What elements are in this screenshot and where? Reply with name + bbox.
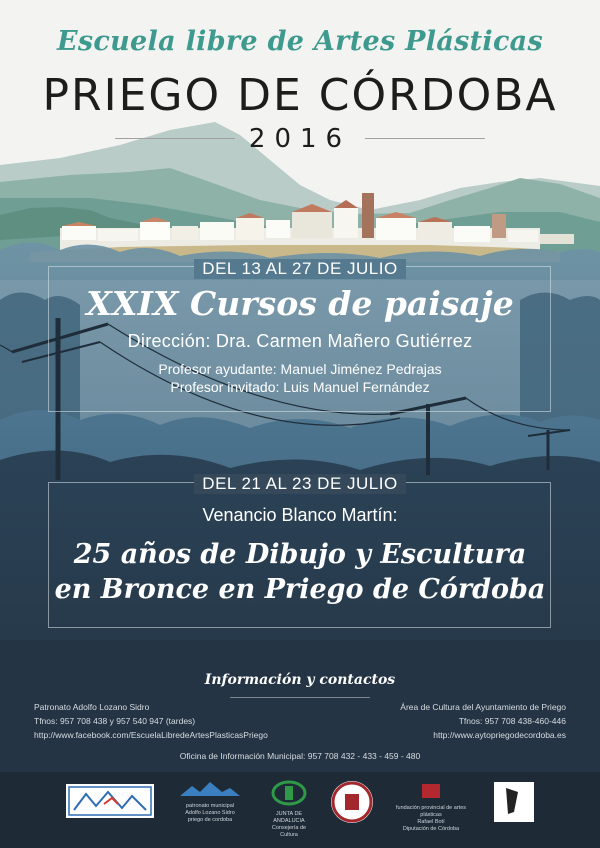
office-phones: Oficina de Información Municipal: 957 708 432 - 433 - 459 - 480: [179, 751, 421, 761]
info-heading: Información y contactos: [204, 672, 396, 688]
fundacion-line2: Rafael Botí: [417, 819, 445, 825]
contact-right-url[interactable]: http://www.aytopriegodecordoba.es: [433, 730, 566, 740]
patronato-logo: [178, 780, 242, 824]
course1-guest: Profesor invitado: Luis Manuel Fernández: [170, 379, 430, 395]
fundacion-emblem-icon: [394, 782, 468, 800]
junta-logo: [264, 780, 314, 839]
course1-title: XXIX Cursos de paisaje: [86, 284, 514, 323]
page-title: PRIEGO DE CÓRDOBA: [42, 70, 558, 121]
course1-assistant: Profesor ayudante: Manuel Jiménez Pedrajas: [158, 361, 442, 377]
year-label: 2016: [248, 124, 352, 154]
course2-presenter: Venancio Blanco Martín:: [202, 505, 398, 525]
info-rule: [230, 697, 370, 698]
fundacion-logo: [394, 782, 468, 833]
patronato-mountain-icon: [178, 780, 242, 798]
year-block: [115, 124, 485, 154]
course1-dates: DEL 13 AL 27 DE JULIO: [0, 259, 600, 279]
fundacion-line3: Diputación de Córdoba: [402, 826, 460, 832]
course2-title-line2: en Bronce en Priego de Córdoba: [54, 574, 546, 605]
university-seal-logo: [330, 780, 374, 824]
school-subtitle: Escuela libre de Artes Plásticas: [57, 26, 543, 57]
contact-left-phones: Tfnos: 957 708 438 y 957 540 947 (tardes): [34, 716, 196, 726]
sponsor-bar: [0, 772, 600, 848]
contact-right-phones: Tfnos: 957 708 438-460-446: [458, 716, 566, 726]
patronato-line2: Adolfo Lozano Sidro: [185, 810, 235, 816]
museum-logo: [66, 784, 154, 818]
course1-direction: Dirección: Dra. Carmen Mañero Gutiérrez: [127, 331, 473, 351]
junta-emblem-icon: [264, 780, 314, 806]
foundation-sculpture-logo: [494, 782, 534, 822]
contact-right: [400, 700, 566, 742]
junta-line2: Consejería de Cultura: [271, 825, 307, 838]
course2-title-line1: 25 años de Dibujo y Escultura: [73, 539, 527, 570]
contact-right-org: Área de Cultura del Ayuntamiento de Priego: [400, 702, 566, 712]
patronato-line3: priego de cordoba: [187, 817, 233, 823]
contact-left-url[interactable]: http://www.facebook.com/EscuelaLibredeArtesPlasticasPriego: [34, 730, 268, 740]
contact-left-org: Patronato Adolfo Lozano Sidro: [34, 702, 150, 712]
junta-line1: JUNTA DE ANDALUCIA: [273, 811, 305, 824]
course2-dates: DEL 21 AL 23 DE JULIO: [0, 474, 600, 494]
fundacion-line1: fundación provincial de artes plásticas: [395, 805, 466, 818]
contact-left: [34, 700, 268, 742]
patronato-line1: patronato municipal: [185, 803, 234, 809]
